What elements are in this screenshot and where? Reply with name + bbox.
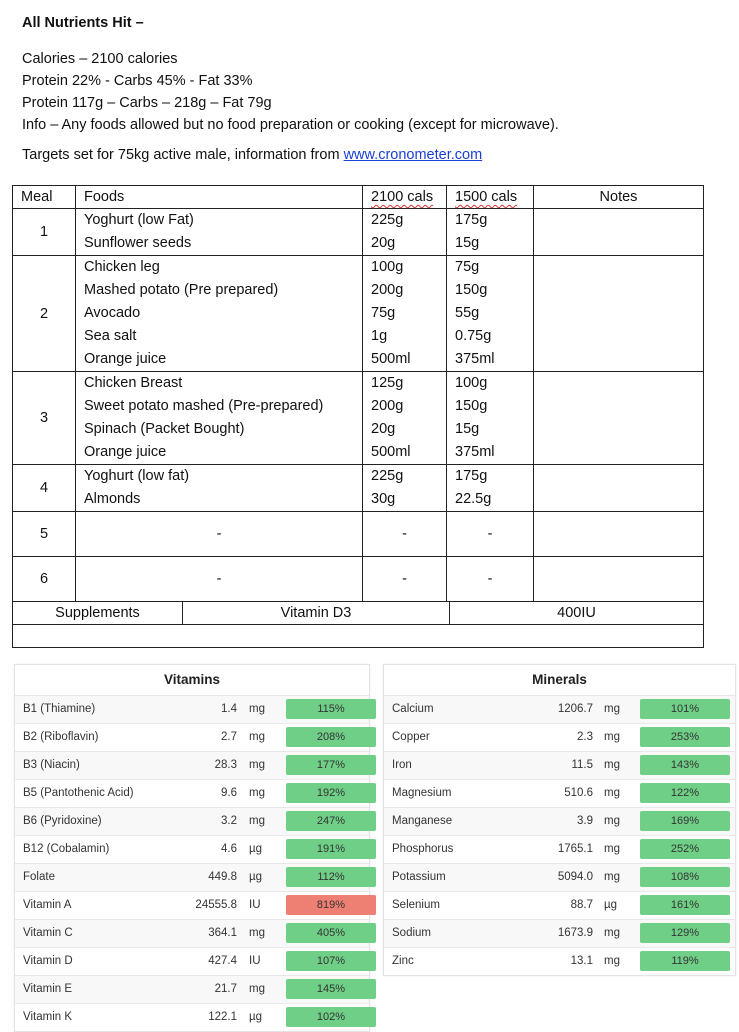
- notes-cell: [534, 465, 704, 512]
- amount-1500-cell-line: 150g: [455, 398, 488, 414]
- foods-cell: [76, 209, 363, 256]
- nutrient-amount: 1765.1: [557, 843, 593, 855]
- nutrient-name: Phosphorus: [392, 843, 454, 855]
- amount-2100-cell: [363, 256, 447, 372]
- nutrient-percent-bar: 208%: [286, 727, 376, 747]
- amount-2100-cell-line: 500ml: [371, 444, 411, 460]
- nutrient-amount: 449.8: [208, 871, 237, 883]
- nutrient-unit: µg: [249, 1011, 263, 1023]
- amount-1500-cell-line: 15g: [455, 421, 480, 437]
- table-header-row: [13, 186, 704, 209]
- nutrient-amount: 1.4: [221, 703, 237, 715]
- document-text: [22, 12, 722, 166]
- nutrient-unit: mg: [249, 703, 265, 715]
- amount-1500-cell-line: -: [487, 570, 493, 587]
- nutrient-amount: 427.4: [208, 955, 237, 967]
- nutrient-row: [384, 695, 735, 723]
- nutrient-name: Folate: [23, 871, 55, 883]
- header-2100-cals: 2100 cals: [363, 186, 447, 209]
- doc-title: All Nutrients Hit –: [22, 15, 144, 31]
- foods-cell-line: Spinach (Packet Bought): [84, 421, 245, 437]
- foods-cell-line: Chicken Breast: [84, 375, 183, 391]
- nutrient-percent-bar: 177%: [286, 755, 376, 775]
- amount-2100-cell-line: 20g: [371, 421, 396, 437]
- foods-cell-line: Mashed potato (Pre prepared): [84, 282, 279, 298]
- vitamins-panel: [14, 664, 370, 1032]
- nutrient-row: [15, 919, 369, 947]
- foods-cell-line: Chicken leg: [84, 259, 160, 275]
- foods-cell-line: Yoghurt (low Fat): [84, 212, 194, 228]
- amount-1500-cell-line: 22.5g: [455, 491, 492, 507]
- nutrient-name: Sodium: [392, 927, 431, 939]
- nutrient-amount: 510.6: [564, 787, 593, 799]
- nutrient-name: Iron: [392, 759, 412, 771]
- nutrient-amount: 364.1: [208, 927, 237, 939]
- meal-number: 3: [13, 372, 76, 465]
- nutrient-unit: mg: [604, 843, 620, 855]
- nutrient-unit: µg: [604, 899, 618, 911]
- nutrient-unit: IU: [249, 899, 261, 911]
- nutrient-row: [384, 947, 735, 975]
- nutrient-row: [384, 779, 735, 807]
- nutrient-row: [15, 807, 369, 835]
- nutrient-percent-bar: 253%: [640, 727, 730, 747]
- nutrient-unit: mg: [604, 787, 620, 799]
- nutrient-name: B1 (Thiamine): [23, 703, 96, 715]
- nutrient-percent-bar: 161%: [640, 895, 730, 915]
- macro-grams-line: Protein 117g – Carbs – 218g – Fat 79g: [22, 95, 272, 111]
- amount-1500-cell-line: 15g: [455, 235, 480, 251]
- nutrient-amount: 28.3: [214, 759, 237, 771]
- cronometer-link[interactable]: www.cronometer.com: [343, 147, 483, 163]
- nutrient-unit: IU: [249, 955, 261, 967]
- nutrient-amount: 2.7: [221, 731, 237, 743]
- foods-cell: [76, 512, 363, 557]
- supplements-label: Supplements: [13, 602, 183, 624]
- nutrient-percent-bar: 115%: [286, 699, 376, 719]
- amount-2100-cell-line: 125g: [371, 375, 404, 391]
- amount-1500-cell-line: 150g: [455, 282, 488, 298]
- nutrient-unit: mg: [604, 955, 620, 967]
- amount-1500-cell-line: 375ml: [455, 351, 495, 367]
- foods-cell-line: -: [216, 525, 222, 542]
- amount-1500-cell-line: 75g: [455, 259, 480, 275]
- nutrient-unit: mg: [604, 871, 620, 883]
- amount-2100-cell-line: 200g: [371, 282, 404, 298]
- table-row: [13, 372, 704, 465]
- amount-1500-cell-line: 55g: [455, 305, 480, 321]
- nutrient-name: B12 (Cobalamin): [23, 843, 110, 855]
- nutrient-unit: mg: [249, 815, 265, 827]
- notes-cell: [534, 372, 704, 465]
- foods-cell-line: Yoghurt (low fat): [84, 468, 190, 484]
- amount-1500-cell-line: 375ml: [455, 444, 495, 460]
- header-1500-cals: 1500 cals: [447, 186, 534, 209]
- nutrient-percent-bar: 252%: [640, 839, 730, 859]
- nutrient-unit: mg: [604, 703, 620, 715]
- nutrient-row: [15, 975, 369, 1003]
- nutrient-row: [15, 947, 369, 975]
- nutrient-amount: 3.9: [577, 815, 593, 827]
- foods-cell-line: -: [216, 570, 222, 587]
- nutrient-percent-bar: 129%: [640, 923, 730, 943]
- nutrient-row: [384, 891, 735, 919]
- nutrient-percent-bar: 145%: [286, 979, 376, 999]
- nutrient-percent-bar: 122%: [640, 783, 730, 803]
- nutrient-unit: mg: [604, 927, 620, 939]
- nutrient-row: [384, 751, 735, 779]
- nutrient-amount: 4.6: [221, 843, 237, 855]
- supplements-row: [13, 602, 704, 625]
- amount-1500-cell-line: 100g: [455, 375, 488, 391]
- supplement-amount: 400IU: [557, 605, 596, 621]
- foods-cell-line: Avocado: [84, 305, 141, 321]
- nutrient-unit: mg: [604, 731, 620, 743]
- amount-2100-cell: [363, 557, 447, 602]
- nutrient-row: [15, 891, 369, 919]
- amount-2100-cell-line: -: [402, 525, 407, 542]
- nutrient-name: Zinc: [392, 955, 414, 967]
- amount-2100-cell-line: 100g: [371, 259, 404, 275]
- macro-percent-line: Protein 22% - Carbs 45% - Fat 33%: [22, 73, 253, 89]
- nutrient-row: [384, 807, 735, 835]
- amount-1500-cell-line: 175g: [455, 212, 488, 228]
- meal-number: 1: [13, 209, 76, 256]
- meal-number: 4: [13, 465, 76, 512]
- foods-cell-line: Almonds: [84, 491, 141, 507]
- amount-1500-cell-line: 0.75g: [455, 328, 492, 344]
- nutrient-unit: mg: [604, 815, 620, 827]
- foods-cell-line: Orange juice: [84, 351, 167, 367]
- nutrient-amount: 1206.7: [557, 703, 593, 715]
- notes-cell: [534, 557, 704, 602]
- nutrient-amount: 2.3: [577, 731, 593, 743]
- nutrient-row: [384, 919, 735, 947]
- nutrient-amount: 24555.8: [195, 899, 237, 911]
- meal-number: 2: [13, 256, 76, 372]
- nutrient-unit: mg: [249, 787, 265, 799]
- nutrient-amount: 3.2: [221, 815, 237, 827]
- supplement-item: Vitamin D3: [183, 602, 450, 624]
- notes-cell: [534, 256, 704, 372]
- nutrient-percent-bar: 405%: [286, 923, 376, 943]
- nutrient-amount: 21.7: [214, 983, 237, 995]
- nutrient-percent-bar: 119%: [640, 951, 730, 971]
- header-meal: Meal: [13, 186, 76, 209]
- foods-cell-line: Sweet potato mashed (Pre-prepared): [84, 398, 324, 414]
- calories-line: Calories – 2100 calories: [22, 51, 178, 67]
- amount-1500-cell-line: 175g: [455, 468, 488, 484]
- nutrient-amount: 13.1: [570, 955, 593, 967]
- nutrient-row: [15, 695, 369, 723]
- amount-2100-cell-line: 20g: [371, 235, 396, 251]
- nutrient-row: [15, 1003, 369, 1031]
- amount-2100-cell-line: 1g: [371, 328, 388, 344]
- amount-2100-cell-line: 75g: [371, 305, 396, 321]
- nutrient-amount: 9.6: [221, 787, 237, 799]
- info-line: Info – Any foods allowed but no food preparation or cooking (except for microwave).: [22, 117, 559, 133]
- targets-text: Targets set for 75kg active male, information from: [22, 147, 344, 163]
- nutrient-row: [384, 723, 735, 751]
- nutrient-row: [15, 779, 369, 807]
- nutrient-name: Vitamin D: [23, 955, 73, 967]
- table-row: [13, 557, 704, 602]
- nutrient-amount: 88.7: [570, 899, 593, 911]
- targets-line: [22, 144, 722, 166]
- amount-2100-cell-line: 225g: [371, 468, 404, 484]
- table-row: [13, 465, 704, 512]
- amount-2100-cell-line: 225g: [371, 212, 404, 228]
- nutrient-name: Selenium: [392, 899, 440, 911]
- nutrient-name: Calcium: [392, 703, 434, 715]
- nutrient-unit: mg: [604, 759, 620, 771]
- nutrient-unit: mg: [249, 927, 265, 939]
- nutrient-percent-bar: 819%: [286, 895, 376, 915]
- amount-2100-cell-line: -: [402, 570, 407, 587]
- nutrient-name: Vitamin C: [23, 927, 73, 939]
- amount-2100-cell-line: 500ml: [371, 351, 411, 367]
- nutrient-percent-bar: 108%: [640, 867, 730, 887]
- amount-1500-cell: [447, 465, 534, 512]
- nutrient-row: [15, 835, 369, 863]
- foods-cell: [76, 256, 363, 372]
- nutrient-unit: mg: [249, 731, 265, 743]
- nutrient-name: Magnesium: [392, 787, 452, 799]
- nutrient-unit: mg: [249, 759, 265, 771]
- table-row: [13, 209, 704, 256]
- nutrient-percent-bar: 143%: [640, 755, 730, 775]
- nutrient-name: B5 (Pantothenic Acid): [23, 787, 134, 799]
- table-row: [13, 512, 704, 557]
- notes-cell: [534, 209, 704, 256]
- nutrient-percent-bar: 101%: [640, 699, 730, 719]
- amount-2100-cell: [363, 512, 447, 557]
- nutrient-name: Manganese: [392, 815, 453, 827]
- nutrient-percent-bar: 112%: [286, 867, 376, 887]
- nutrient-percent-bar: 169%: [640, 811, 730, 831]
- vitamins-title: Vitamins: [163, 672, 221, 687]
- nutrient-name: Vitamin A: [23, 899, 72, 911]
- table-row: [13, 256, 704, 372]
- nutrient-row: [384, 835, 735, 863]
- nutrient-name: B2 (Riboflavin): [23, 731, 99, 743]
- amount-2100-cell-line: 30g: [371, 491, 396, 507]
- foods-cell: [76, 372, 363, 465]
- amount-1500-cell: [447, 557, 534, 602]
- minerals-panel: [383, 664, 736, 976]
- nutrient-row: [15, 723, 369, 751]
- header-foods: Foods: [76, 186, 363, 209]
- nutrient-percent-bar: 107%: [286, 951, 376, 971]
- minerals-title: Minerals: [532, 672, 587, 687]
- nutrient-amount: 122.1: [208, 1011, 237, 1023]
- nutrient-percent-bar: 191%: [286, 839, 376, 859]
- nutrient-row: [15, 751, 369, 779]
- meal-number: 5: [13, 512, 76, 557]
- foods-cell: [76, 465, 363, 512]
- nutrient-amount: 11.5: [571, 759, 593, 771]
- nutrient-name: B3 (Niacin): [23, 759, 80, 771]
- amount-1500-cell: [447, 209, 534, 256]
- nutrient-percent-bar: 247%: [286, 811, 376, 831]
- notes-cell: [534, 512, 704, 557]
- nutrient-name: Potassium: [392, 871, 446, 883]
- nutrient-percent-bar: 102%: [286, 1007, 376, 1027]
- nutrient-percent-bar: 192%: [286, 783, 376, 803]
- nutrient-unit: µg: [249, 871, 263, 883]
- meal-plan-table: [12, 185, 704, 648]
- amount-1500-cell: [447, 512, 534, 557]
- amount-2100-cell: [363, 465, 447, 512]
- foods-cell: [76, 557, 363, 602]
- amount-2100-cell: [363, 209, 447, 256]
- foods-cell-line: Sea salt: [84, 328, 137, 344]
- amount-1500-cell-line: -: [487, 525, 493, 542]
- nutrient-unit: mg: [249, 983, 265, 995]
- nutrient-amount: 1673.9: [557, 927, 593, 939]
- nutrient-name: B6 (Pyridoxine): [23, 815, 102, 827]
- header-notes: Notes: [534, 186, 704, 209]
- nutrient-row: [15, 863, 369, 891]
- amount-2100-cell: [363, 372, 447, 465]
- foods-cell-line: Orange juice: [84, 444, 167, 460]
- foods-cell-line: Sunflower seeds: [84, 235, 192, 251]
- nutrient-amount: 5094.0: [557, 871, 593, 883]
- nutrient-name: Copper: [392, 731, 430, 743]
- nutrient-name: Vitamin E: [23, 983, 73, 995]
- nutrient-unit: µg: [249, 843, 263, 855]
- nutrient-row: [384, 863, 735, 891]
- amount-2100-cell-line: 200g: [371, 398, 404, 414]
- meal-number: 6: [13, 557, 76, 602]
- amount-1500-cell: [447, 372, 534, 465]
- blank-row: [13, 625, 704, 648]
- nutrient-name: Vitamin K: [23, 1011, 73, 1023]
- amount-1500-cell: [447, 256, 534, 372]
